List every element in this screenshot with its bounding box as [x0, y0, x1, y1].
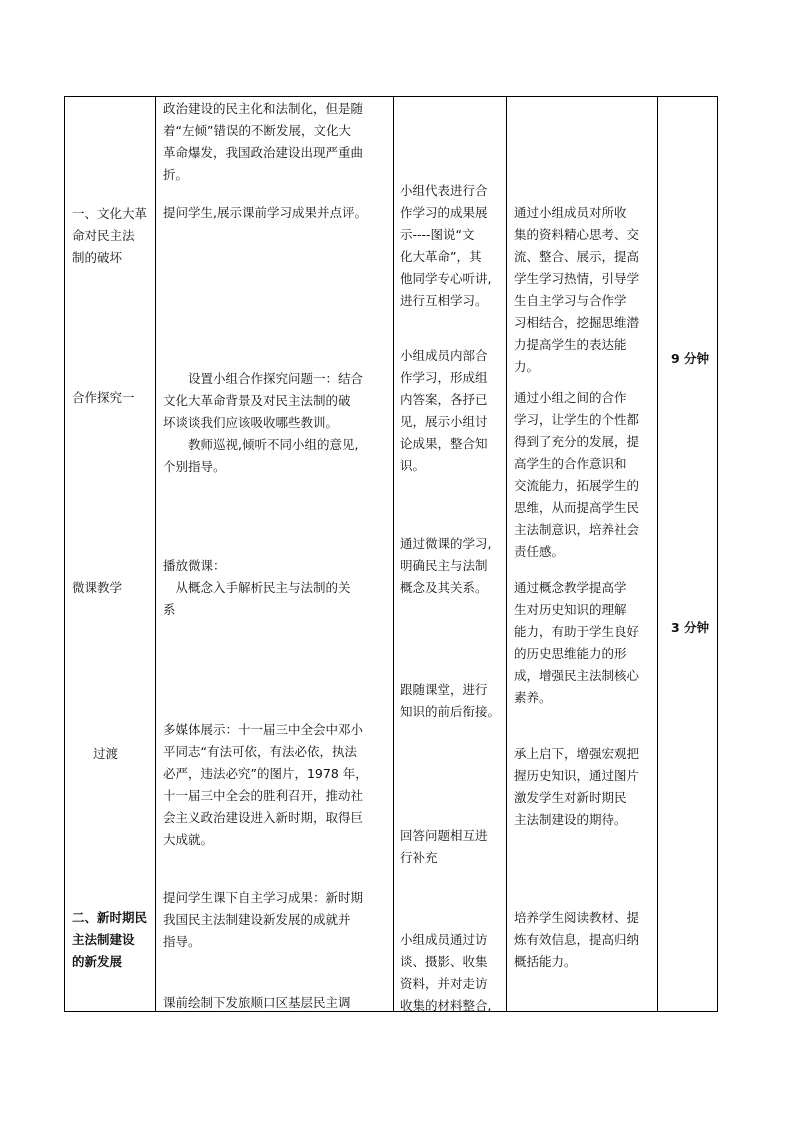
student-activity-group: 小组成员内部合 作学习，形成组 内答案，各抒已 见，展示小组讨 论成果，整合知 识。 [400, 348, 488, 473]
column-divider [506, 97, 507, 1011]
stage-new-development: 二、新时期民 主法制建设 的新发展 [72, 910, 148, 969]
time-allocation-2: 3 分钟 [670, 620, 710, 635]
teacher-activity-review: 提问学生,展示课前学习成果并点评。 [163, 205, 367, 220]
column-divider [657, 97, 658, 1011]
column-divider [155, 97, 156, 1011]
student-activity-follow: 跟随课堂，进行 知识的前后衔接。 [400, 682, 501, 719]
student-activity-present: 小组代表进行合 作学习的成果展 示----图说“文 化大革命”，其 他同学专心听讲, 进行互相学习。 [400, 183, 492, 308]
time-allocation-1: 9 分钟 [670, 351, 710, 366]
design-intent-2: 通过小组之间的合作 学习，让学生的个性都 得到了充分的发展，提 高学生的合作意识和 交流能力，拓展学生的 思维，从而提高学生民 主法制意识，培养社会 责任感。 [514, 390, 640, 559]
stage-cooperative-inquiry: 合作探究一 [72, 390, 135, 405]
student-activity-interview: 小组成员通过访 谈、摄影、收集 资料，并对走访 收集的材料整合, [400, 932, 492, 1013]
design-intent-1: 通过小组成员对所收 集的资料精心思考、交 流、整合、展示，提高 学生学习热情，引导学 生自主学习与合作学 习相结合，挖掘思维潜 力提高学生的表达能 力。 [514, 205, 640, 374]
student-activity-answer: 回答问题相互进 行补充 [400, 828, 488, 865]
student-activity-micro-lesson: 通过微课的学习, 明确民主与法制 概念及其关系。 [400, 536, 492, 595]
teacher-activity-survey: 课前绘制下发旅顺口区基层民主调 [163, 995, 351, 1010]
teacher-activity-self-study: 提问学生课下自主学习成果：新时期 我国民主法制建设新发展的成就并 指导。 [163, 890, 364, 949]
stage-micro-lesson: 微课教学 [72, 580, 123, 595]
teacher-activity-inquiry: 设置小组合作探究问题一：结合 文化大革命背景及对民主法制的破 坏谈谈我们应该吸收哪些教训。 教师巡视,倾听不同小组的意见, 个别指导。 [163, 371, 364, 474]
stage-transition: 过渡 [93, 746, 119, 761]
design-intent-4: 承上启下，增强宏观把 握历史知识，通过图片 激发学生对新时期民 主法制建设的期待。 [514, 746, 640, 827]
column-divider [393, 97, 394, 1011]
teacher-activity-micro-lesson: 播放微课： 从概念入手解析民主与法制的关 系 [163, 558, 351, 617]
design-intent-5: 培养学生阅读教材、提 炼有效信息，提高归纳 概括能力。 [514, 910, 640, 969]
stage-cultural-revolution: 一、文化大革 命对民主法 制的破坏 [72, 206, 148, 265]
teacher-activity-intro: 政治建设的民主化和法制化，但是随 着“左倾”错误的不断发展，文化大 革命爆发，我国政治建设出现严重曲 折。 [163, 101, 364, 182]
lesson-plan-table [64, 96, 718, 1012]
design-intent-3: 通过概念教学提高学 生对历史知识的理解 能力，有助于学生良好 的历史思维能力的形 成，增强民主法制核心 素养。 [514, 580, 640, 705]
teacher-activity-multimedia: 多媒体展示：十一届三中全会中邓小 平同志“有法可依，有法必依，执法 必严，违法必究”的图片，1978 年， 十一届三中全会的胜利召开，推动社 会主义政治建设进入新时期，取得巨 大成就。 [163, 722, 368, 847]
